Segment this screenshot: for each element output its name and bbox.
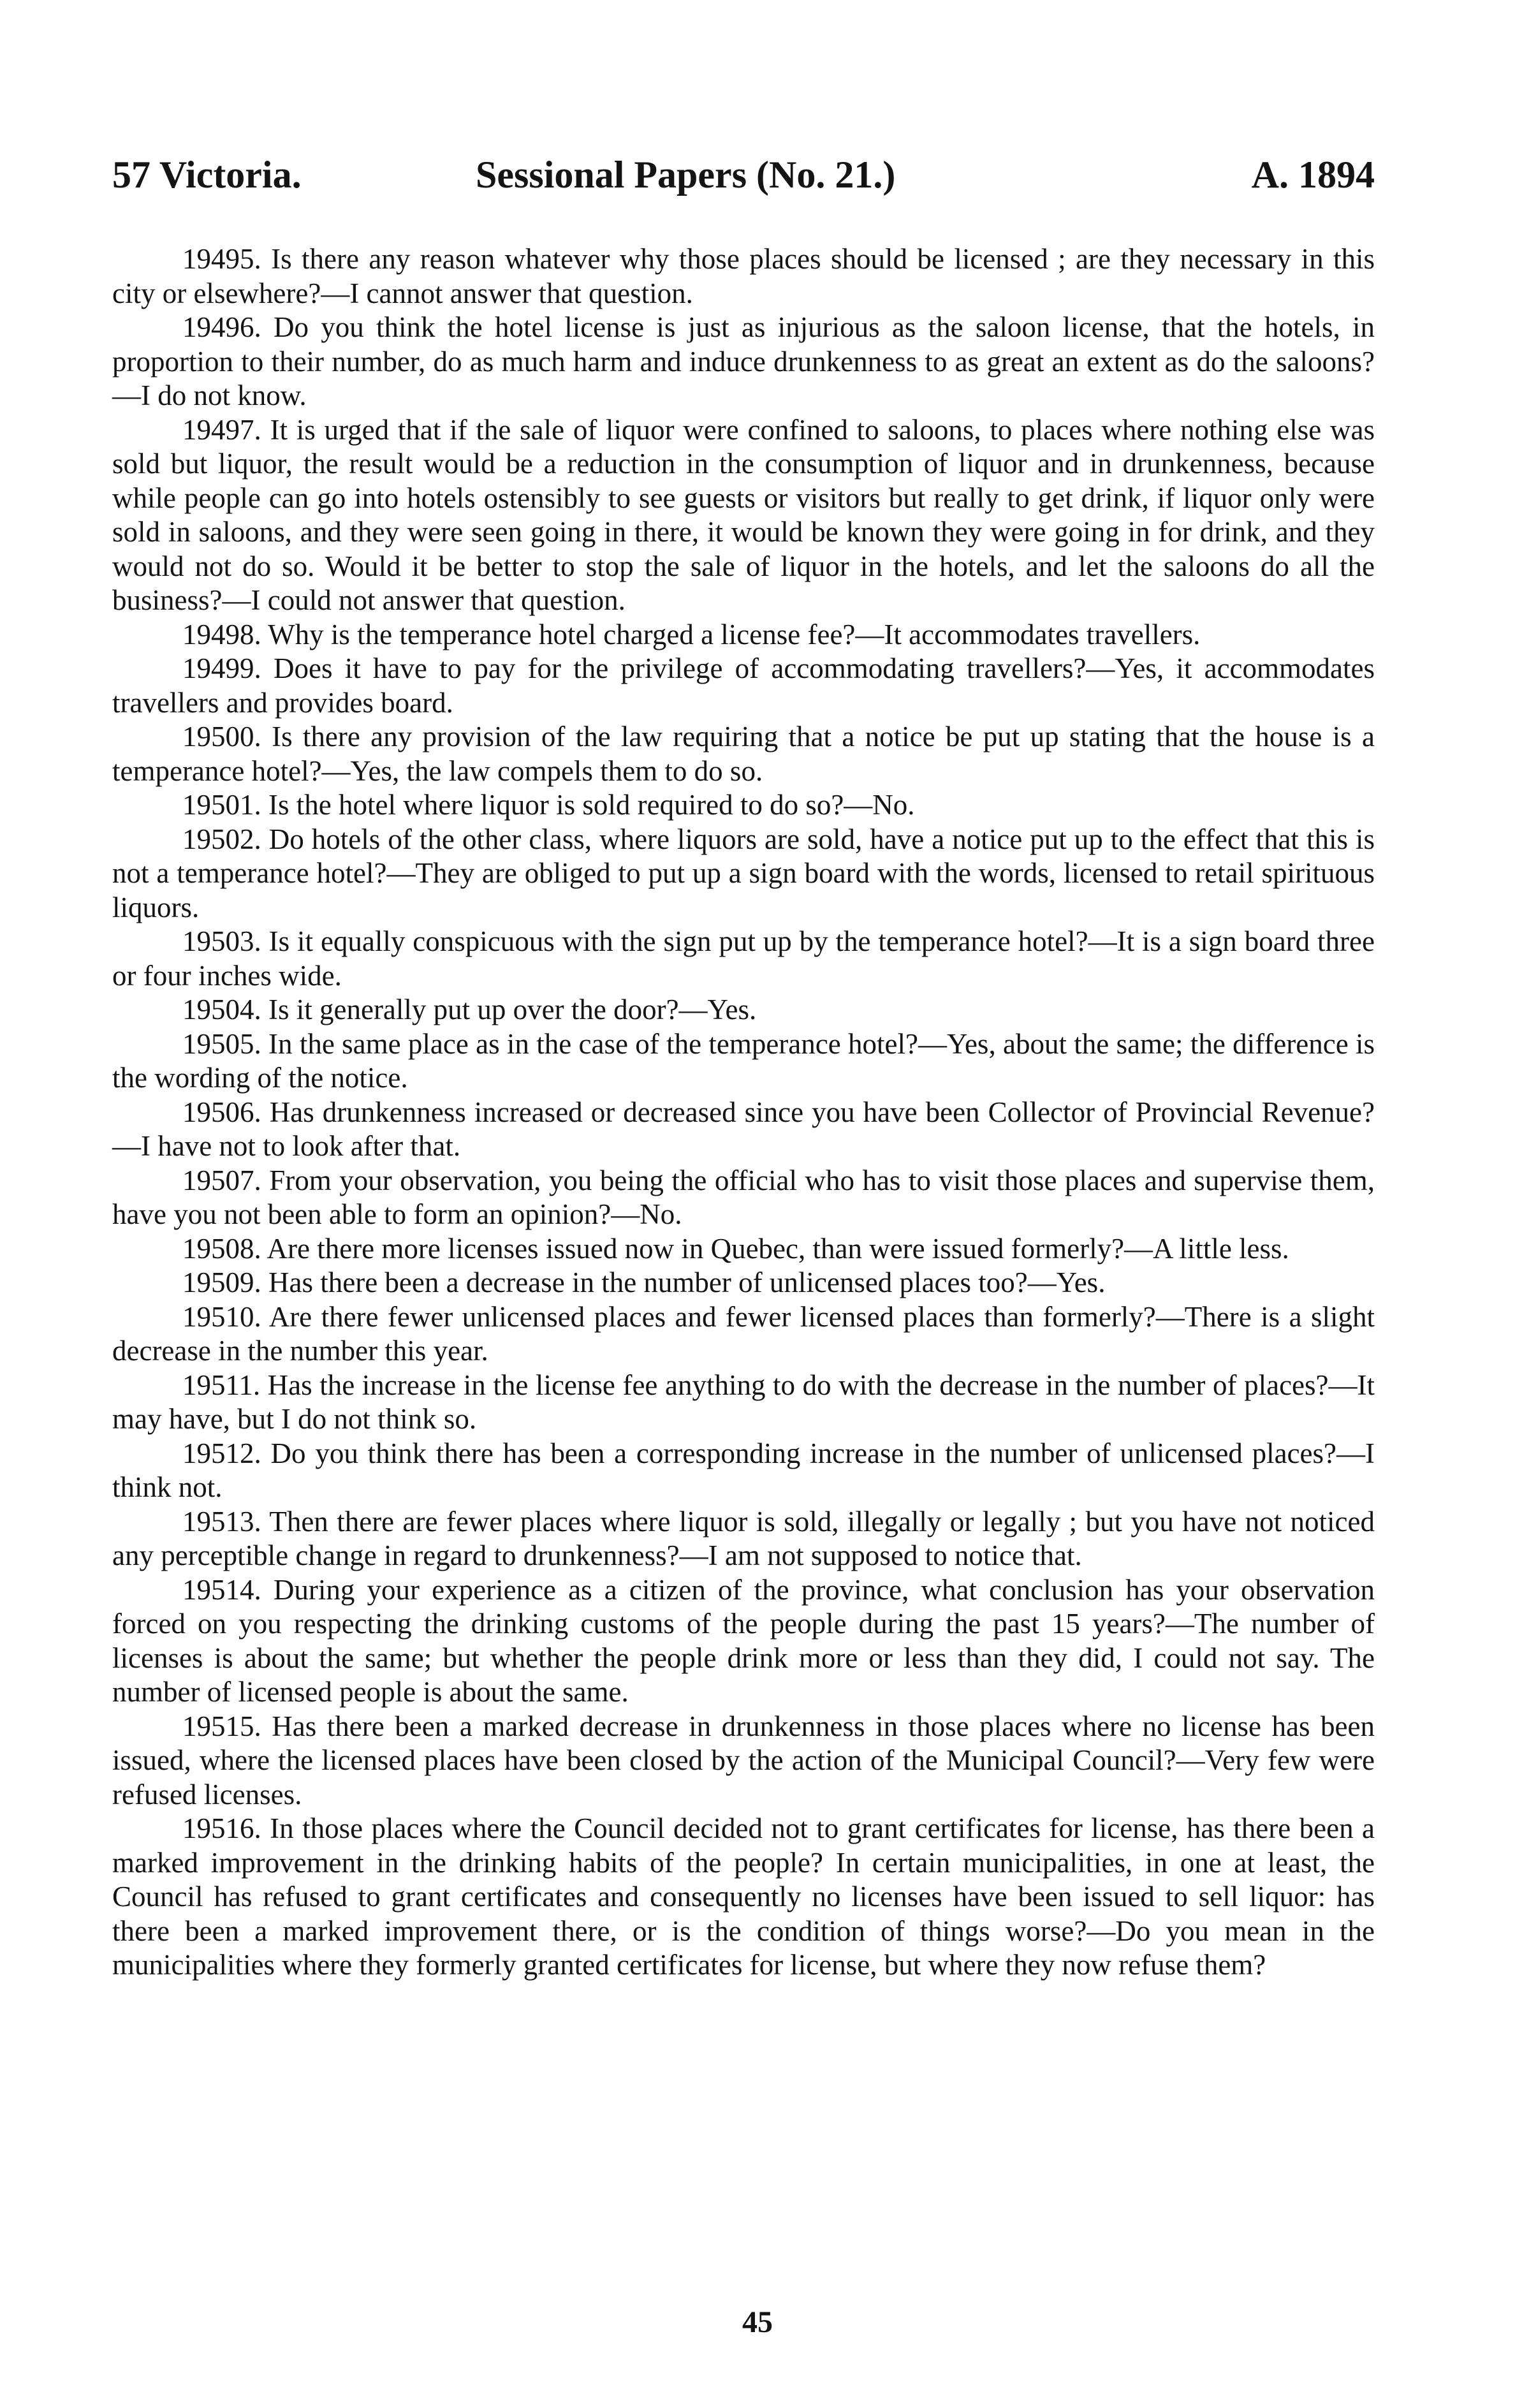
question-19516: 19516. In those places where the Council decided not to grant certificates for license, has there been a marked improvement in the drinking habits of the people? In certain municipalities, in one at least, the Council has refused to grant certificates and consequently no licenses have been issued to sell liquor: has there been a marked improvement there, or is the condition of things worse?—Do you mean in the municipalities where they formerly granted certificates for license, but where they now refuse them? [112, 1812, 1375, 1981]
header-regnal-year: 57 Victoria. [112, 154, 302, 196]
header-series-title: Sessional Papers (No. 21.) [476, 154, 896, 196]
header-year: A. 1894 [1251, 154, 1375, 196]
question-19504: 19504. Is it generally put up over the door?—Yes. [182, 994, 757, 1025]
question-19508: 19508. Are there more licenses issued now in Quebec, than were issued formerly?—A little less. [182, 1232, 1289, 1265]
question-19499: 19499. Does it have to pay for the privilege of accommodating travellers?—Yes, it accommodates travellers and provides board. [112, 652, 1375, 719]
question-19501: 19501. Is the hotel where liquor is sold required to do so?—No. [182, 789, 915, 821]
question-19509: 19509. Has there been a decrease in the number of unlicensed places too?—Yes. [182, 1266, 1106, 1298]
testimony-body [112, 242, 1375, 1983]
running-header [112, 153, 1375, 223]
question-19515: 19515. Has there been a marked decrease in drunkenness in those places where no license has been issued, where the licensed places have been closed by the action of the Municipal Council?—Very few were refused licenses. [112, 1710, 1375, 1810]
question-19514: 19514. During your experience as a citizen of the province, what conclusion has your observation forced on you respecting the drinking customs of the people during the past 15 years?—The number of licenses is about the same; but whether the people drink more or less than they did, I could not say. The number of licensed people is about the same. [112, 1573, 1375, 1708]
question-19497: 19497. It is urged that if the sale of liquor were confined to saloons, to places where nothing else was sold but liquor, the result would be a reduction in the consumption of liquor and in drunkenness, because while people can go into hotels ostensibly to see guests or visitors but really to get drink, if liquor only were sold in saloons, and they were seen going in there, it would be known they were going in for drink, and they would not do so. Would it be better to stop the sale of liquor in the hotels, and let the saloons do all the business?—I could not answer that question. [112, 413, 1375, 616]
question-19498: 19498. Why is the temperance hotel charged a license fee?—It accommodates travellers. [182, 618, 1201, 650]
question-19503: 19503. Is it equally conspicuous with the sign put up by the temperance hotel?—It is a sign board three or four inches wide. [112, 925, 1375, 992]
question-19512: 19512. Do you think there has been a corresponding increase in the number of unlicensed places?—I think not. [112, 1437, 1375, 1503]
question-19496: 19496. Do you think the hotel license is just as injurious as the saloon license, that the hotels, in proportion to their number, do as much harm and induce drunkenness to as great an extent as do the saloons?—I do not know. [112, 311, 1375, 411]
question-19505: 19505. In the same place as in the case of the temperance hotel?—Yes, about the same; the difference is the wording of the notice. [112, 1027, 1375, 1094]
question-19511: 19511. Has the increase in the license fee anything to do with the decrease in the number of places?—It may have, but I do not think so. [112, 1369, 1375, 1435]
question-19506: 19506. Has drunkenness increased or decreased since you have been Collector of Provincial Revenue?—I have not to look after that. [112, 1096, 1375, 1162]
question-19495: 19495. Is there any reason whatever why those places should be licensed ; are they necessary in this city or elsewhere?—I cannot answer that question. [112, 243, 1375, 309]
question-19510: 19510. Are there fewer unlicensed places and fewer licensed places than formerly?—There is a slight decrease in the number this year. [112, 1300, 1375, 1367]
question-19502: 19502. Do hotels of the other class, where liquors are sold, have a notice put up to the effect that this is not a temperance hotel?—They are obliged to put up a sign board with the words, licensed to retail spirituous liquors. [112, 823, 1375, 923]
question-19500: 19500. Is there any provision of the law requiring that a notice be put up stating that the house is a temperance hotel?—Yes, the law compels them to do so. [112, 721, 1375, 787]
page [112, 153, 1375, 1983]
page-number: 45 [742, 2305, 773, 2339]
question-19513: 19513. Then there are fewer places where liquor is sold, illegally or legally ; but you have not noticed any perceptible change in regard to drunkenness?—I am not supposed to notice that. [112, 1505, 1375, 1571]
question-19507: 19507. From your observation, you being the official who has to visit those places and supervise them, have you not been able to form an opinion?—No. [112, 1164, 1375, 1230]
